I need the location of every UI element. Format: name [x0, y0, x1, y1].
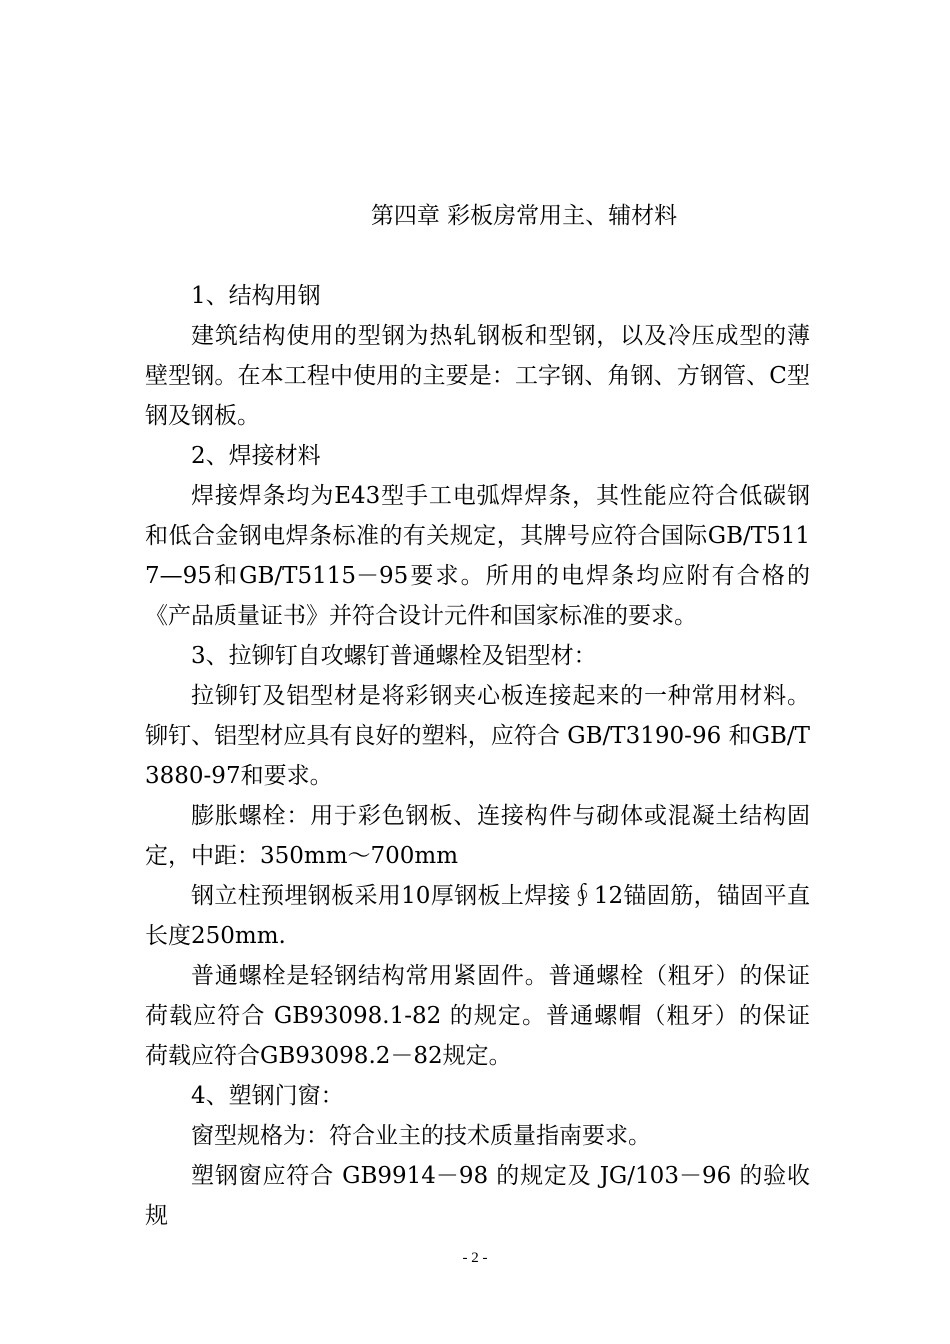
section-heading-welding-materials: 2、焊接材料: [191, 443, 321, 469]
paragraph-expansion-bolts: 膨胀螺栓：用于彩色钢板、连接构件与砌体或混凝土结构固定，中距：350mm～700mm: [145, 803, 810, 869]
paragraph-ordinary-bolts: 普通螺栓是轻钢结构常用紧固件。普通螺栓（粗牙）的保证荷载应符合 GB93098.1-82 的规定。普通螺帽（粗牙）的保证荷载应符合GB93098.2－82规定。: [145, 963, 810, 1069]
page-number: - 2 -: [462, 1250, 488, 1266]
section-heading-rivets-bolts: 3、拉铆钉自攻螺钉普通螺栓及铝型材：: [191, 643, 597, 669]
paragraph-embedded-plate: 钢立柱预埋钢板采用10厚钢板上焊接∮12锚固筋，锚固平直长度250mm.: [145, 883, 810, 949]
paragraph-window-standard: 塑钢窗应符合 GB9914－98 的规定及 JG/103－96 的验收规: [145, 1163, 810, 1229]
section-heading-structural-steel: 1、结构用钢: [191, 283, 321, 309]
paragraph-window-spec: 窗型规格为：符合业主的技术质量指南要求。: [191, 1123, 651, 1149]
section-heading-plastic-steel-windows: 4、塑钢门窗：: [191, 1083, 344, 1109]
chapter-title: 第四章 彩板房常用主、辅材料: [370, 203, 678, 229]
paragraph-structural-steel: 建筑结构使用的型钢为热轧钢板和型钢，以及冷压成型的薄壁型钢。在本工程中使用的主要是：工字钢、角钢、方钢管、C型钢及钢板。: [145, 323, 810, 429]
paragraph-welding-materials: 焊接焊条均为E43型手工电弧焊焊条，其性能应符合低碳钢和低合金钢电焊条标准的有关规定，其牌号应符合国际GB/T5117—95和GB/T5115－95要求。所用的电焊条均应附有合格的《产品质量证书》并符合设计元件和国家标准的要求。: [145, 483, 810, 629]
paragraph-rivets-aluminum: 拉铆钉及铝型材是将彩钢夹心板连接起来的一种常用材料。铆钉、铝型材应具有良好的塑料，应符合 GB/T3190-96 和GB/T3880-97和要求。: [145, 683, 810, 789]
